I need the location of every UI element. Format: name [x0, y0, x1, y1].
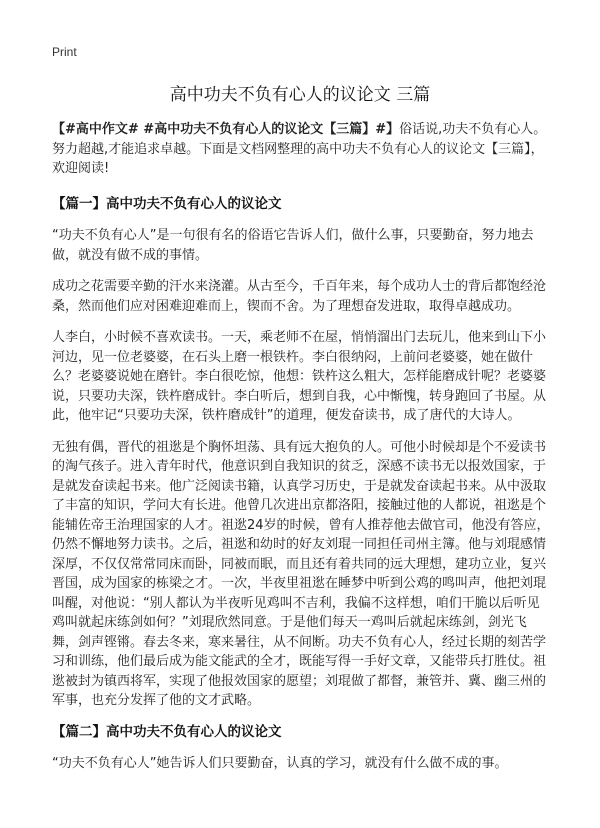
paragraph: 人李白，小时候不喜欢读书。一天，乘老师不在屋，悄悄溜出门去玩儿，他来到山下小河边，见一位老婆婆，在石头上磨一根铁杵。李白很纳闷，上前问老婆婆，她在做什么？老婆婆说她在磨针。李白很吃惊，他想：铁杵这么粗大，怎样能磨成针呢？老婆婆说，只要功夫深，铁杵磨成针。李白听后，想到自我，心中惭愧，转身跑回了书屋。从此，他牢记“只要功夫深，铁杵磨成针”的道理，便发奋读书，成了唐代的大诗人。 [52, 330, 547, 423]
paragraph: 成功之花需要辛勤的汗水来浇灌。从古至今，千百年来，每个成功人士的背后都饱经沧桑，然而他们应对困难迎难而上，锲而不舍。为了理想奋发进取，取得卓越成功。 [52, 279, 547, 314]
intro-paragraph [52, 120, 552, 179]
section-heading-2: 【篇二】高中功夫不负有心人的议论文 [52, 723, 282, 740]
paragraph: “功夫不负有心人”是一句很有名的俗语它告诉人们，做什么事，只要勤奋，努力地去做，就没有做不成的事情。 [52, 228, 534, 263]
intro-text: 俗话说,功夫不负有心人。努力超越,才能追求卓越。下面是文档网整理的高中功夫不负有心人的议论文【三篇】，欢迎阅读! [52, 122, 547, 176]
document-body [52, 120, 552, 786]
section-heading-1: 【篇一】高中功夫不负有心人的议论文 [52, 195, 282, 212]
intro-tag: 【#高中作文# #高中功夫不负有心人的议论文【三篇】#】 [52, 122, 400, 137]
paragraph: “功夫不负有心人”她告诉人们只要勤奋，认真的学习，就没有什么做不成的事。 [52, 756, 508, 771]
page-title: 高中功夫不负有心人的议论文 三篇 [169, 85, 431, 105]
print-link[interactable]: Print [52, 45, 77, 59]
paragraph: 无独有偶，晋代的祖逖是个胸怀坦荡、具有远大抱负的人。可他小时候却是个不爱读书的淘气孩子。进入青年时代，他意识到自我知识的贫乏，深感不读书无以报效国家，于是就发奋读起书来。他广泛阅读书籍，认真学习历史，于是就发奋读起书来。从中汲取了丰富的知识，学问大有长进。他曾几次进出京都洛阳，接触过他的人都说，祖逖是个能辅佐帝王治理国家的人才。祖逖24岁的时候，曾有人推荐他去做官司，他没有答应，仍然不懈地努力读书。之后，祖逖和幼时的好友刘琨一同担任司州主簿。他与刘琨感情深厚，不仅仅常常同床而卧，同被而眠，而且还有着共同的远大理想，建功立业，复兴晋国，成为国家的栋梁之才。一次，半夜里祖逖在睡梦中听到公鸡的鸣叫声，他把刘琨叫醒，对他说：“别人都认为半夜听见鸡叫不吉利，我偏不这样想，咱们干脆以后听见鸡叫就起床练剑如何？”刘琨欣然同意。于是他们每天一鸡叫后就起床练剑，剑光飞舞，剑声铿锵。春去冬来，寒来暑往，从不间断。功夫不负有心人，经过长期的刻苦学习和训练，他们最后成为能文能武的全才，既能写得一手好文章，又能带兵打胜仗。祖逖被封为镇西将军，实现了他报效国家的愿望；刘琨做了都督，兼管并、冀、幽三州的军事，也充分发挥了他的文才武略。 [52, 439, 550, 708]
